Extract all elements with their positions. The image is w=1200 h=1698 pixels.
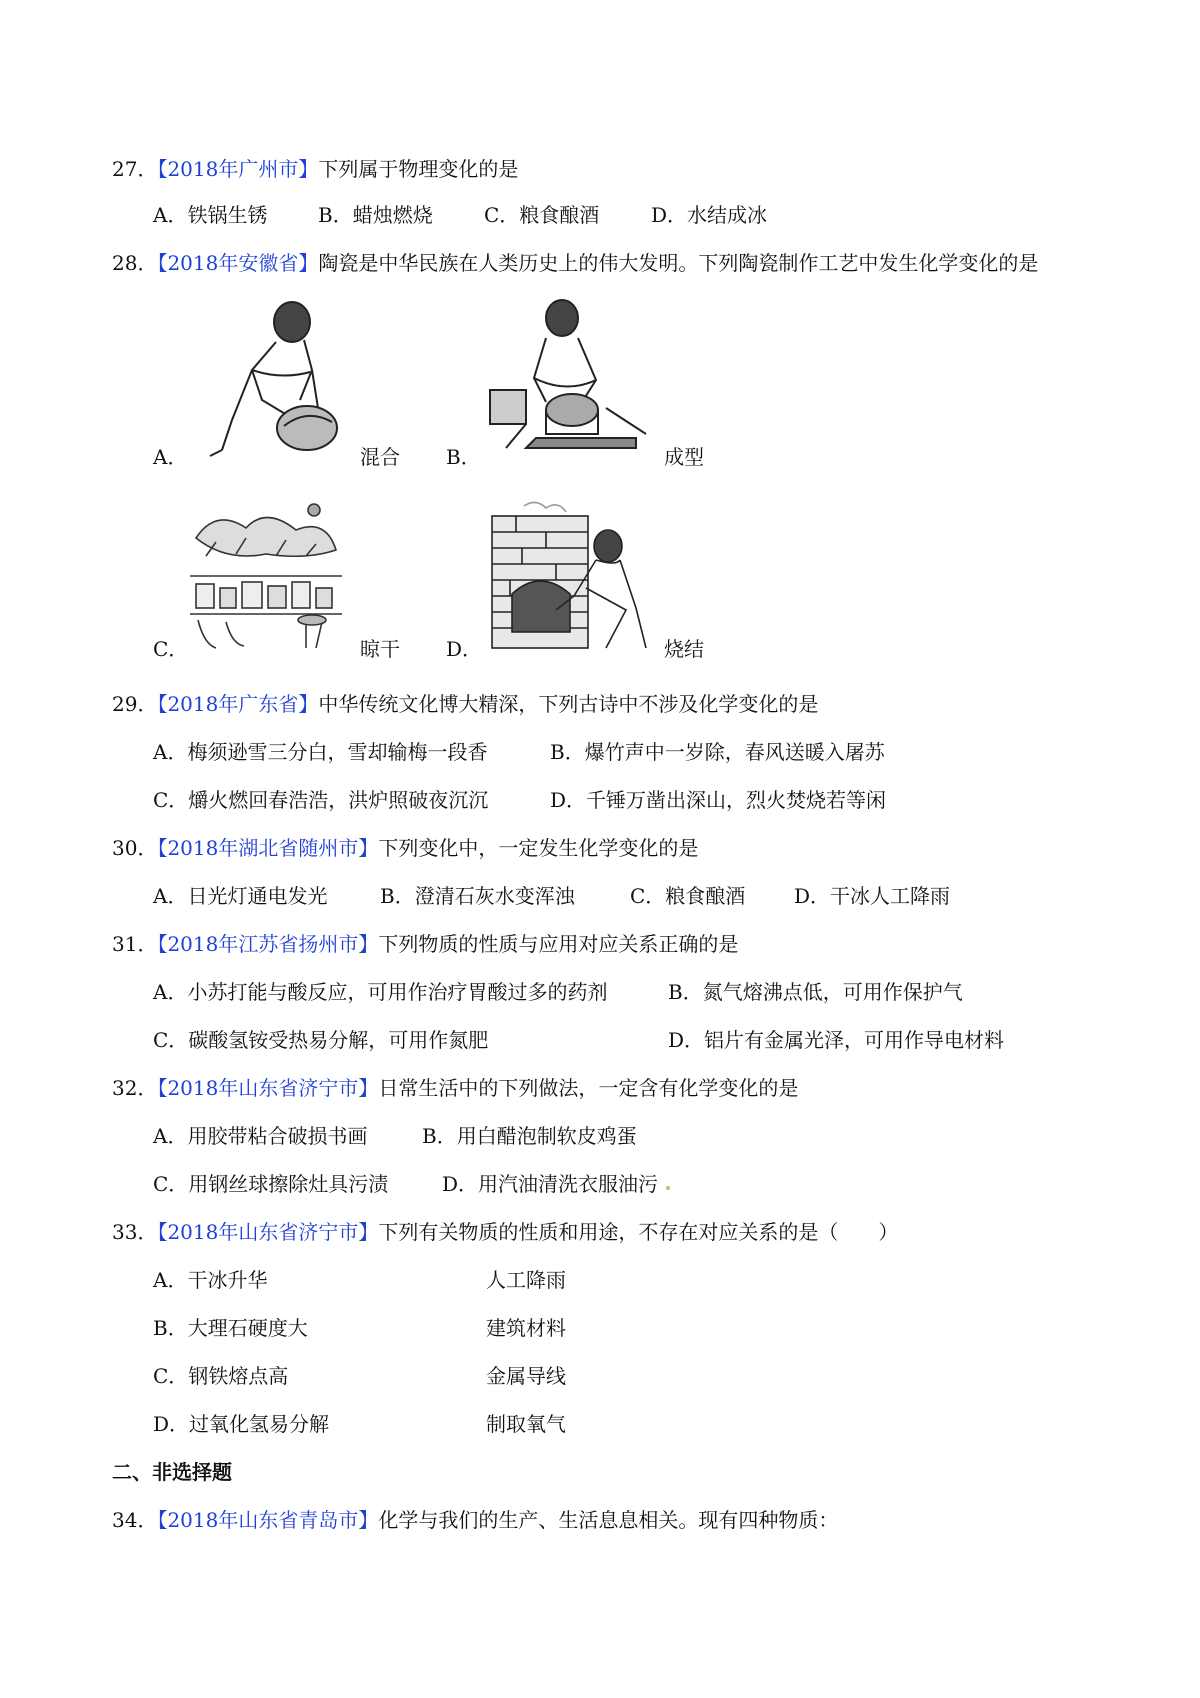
figure-mixing xyxy=(192,300,352,458)
question-source: 【2018年江苏省扬州市】 xyxy=(157,932,379,956)
question-33 xyxy=(112,1218,898,1246)
question-stem: 陶瓷是中华民族在人类历史上的伟大发明。下列陶瓷制作工艺中发生化学变化的是 xyxy=(318,251,1039,275)
option-a: A．用胶带粘合破损书画 xyxy=(153,1124,368,1148)
question-source: 【2018年山东省济宁市】 xyxy=(157,1076,379,1100)
question-source: 【2018年广东省】 xyxy=(157,692,319,716)
property-b: B．大理石硬度大 xyxy=(153,1316,308,1340)
question-27 xyxy=(112,155,518,183)
option-c: C．爝火燃回春浩浩，洪炉照破夜沉沉 xyxy=(153,788,489,812)
figure-drying xyxy=(186,498,346,658)
option-c: C．粮食酿酒 xyxy=(630,884,746,908)
section-heading: 二、非选择题 xyxy=(112,1460,232,1484)
question-source: 【2018年湖北省随州市】 xyxy=(157,836,379,860)
use-a: 人工降雨 xyxy=(486,1268,566,1292)
question-stem: 中华传统文化博大精深，下列古诗中不涉及化学变化的是 xyxy=(318,692,819,716)
use-b: 建筑材料 xyxy=(486,1316,566,1340)
option-a: A．小苏打能与酸反应，可用作治疗胃酸过多的药剂 xyxy=(153,980,608,1004)
option-b: B．用白醋泡制软皮鸡蛋 xyxy=(422,1124,637,1148)
question-number: 34． xyxy=(112,1508,158,1532)
option-c: C．用钢丝球擦除灶具污渍 xyxy=(153,1172,389,1196)
figure-sintering xyxy=(486,498,660,658)
figure-letter-b: B． xyxy=(446,445,481,469)
question-number: 33． xyxy=(112,1220,158,1244)
option-a: A．日光灯通电发光 xyxy=(153,884,328,908)
use-d: 制取氧气 xyxy=(486,1412,566,1436)
question-34 xyxy=(112,1506,838,1534)
option-b: B．氮气熔沸点低，可用作保护气 xyxy=(668,980,963,1004)
property-a: A．干冰升华 xyxy=(153,1268,268,1292)
option-b: B．蜡烛燃烧 xyxy=(318,203,433,227)
option-a: A．梅须逊雪三分白，雪却输梅一段香 xyxy=(153,740,488,764)
option-d: D．千锤万凿出深山，烈火焚烧若等闲 xyxy=(550,788,887,812)
option-d: D．铝片有金属光泽，可用作导电材料 xyxy=(668,1028,1005,1052)
question-number: 28． xyxy=(112,251,158,275)
question-source: 【2018年广州市】 xyxy=(157,157,319,181)
option-b: B．澄清石灰水变浑浊 xyxy=(380,884,575,908)
question-stem: 下列属于物理变化的是 xyxy=(318,157,519,181)
figure-caption-c: 晾干 xyxy=(360,637,400,661)
speck-mark xyxy=(666,1186,670,1190)
question-number: 27． xyxy=(112,157,158,181)
option-c: C．粮食酿酒 xyxy=(484,203,600,227)
question-28 xyxy=(112,249,1038,277)
question-source: 【2018年山东省青岛市】 xyxy=(157,1508,379,1532)
question-number: 30． xyxy=(112,836,158,860)
option-c: C．碳酸氢铵受热易分解，可用作氮肥 xyxy=(153,1028,489,1052)
question-stem: 下列物质的性质与应用对应关系正确的是 xyxy=(378,932,739,956)
figure-letter-d: D． xyxy=(446,637,483,661)
question-source: 【2018年山东省济宁市】 xyxy=(157,1220,379,1244)
question-source: 【2018年安徽省】 xyxy=(157,251,319,275)
question-number: 32． xyxy=(112,1076,158,1100)
figure-letter-a: A． xyxy=(153,445,188,469)
figure-caption-a: 混合 xyxy=(360,445,400,469)
question-stem: 化学与我们的生产、生活息息相关。现有四种物质： xyxy=(378,1508,839,1532)
figure-caption-b: 成型 xyxy=(664,445,704,469)
figure-forming xyxy=(486,298,658,458)
option-a: A．铁锅生锈 xyxy=(153,203,268,227)
property-d: D．过氧化氢易分解 xyxy=(153,1412,330,1436)
question-30 xyxy=(112,834,698,862)
option-d: D．用汽油清洗衣服油污 xyxy=(442,1172,659,1196)
question-32 xyxy=(112,1074,798,1102)
question-29 xyxy=(112,690,818,718)
question-number: 29． xyxy=(112,692,158,716)
question-stem: 下列有关物质的性质和用途，不存在对应关系的是（ ） xyxy=(378,1220,899,1244)
question-stem: 下列变化中，一定发生化学变化的是 xyxy=(378,836,699,860)
question-stem: 日常生活中的下列做法，一定含有化学变化的是 xyxy=(378,1076,799,1100)
property-c: C．钢铁熔点高 xyxy=(153,1364,289,1388)
question-number: 31． xyxy=(112,932,158,956)
figure-letter-c: C． xyxy=(153,637,189,661)
use-c: 金属导线 xyxy=(486,1364,566,1388)
option-d: D．水结成冰 xyxy=(651,203,768,227)
question-31 xyxy=(112,930,738,958)
option-b: B．爆竹声中一岁除，春风送暖入屠苏 xyxy=(550,740,885,764)
option-d: D．干冰人工降雨 xyxy=(794,884,951,908)
figure-caption-d: 烧结 xyxy=(664,637,704,661)
